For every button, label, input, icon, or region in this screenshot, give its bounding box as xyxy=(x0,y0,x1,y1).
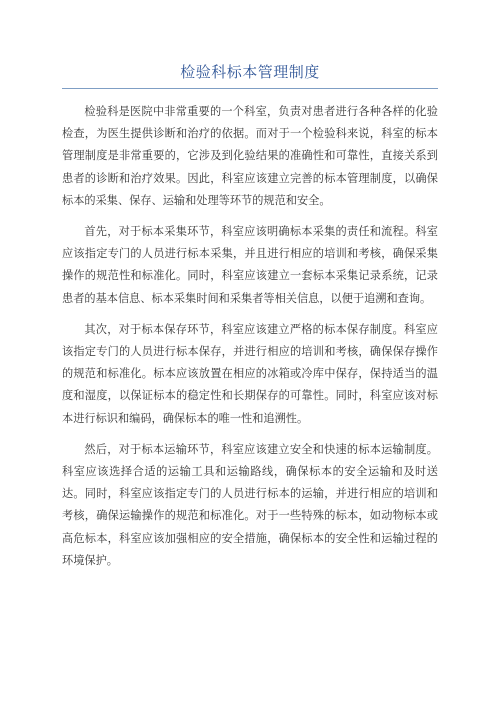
paragraph-collection: 首先，对于标本采集环节，科室应该明确标本采集的责任和流程。科室应该指定专门的人员进行标本采集，并且进行相应的培训和考核，确保采集操作的规范性和标准化。同时，科室应该建立一套标本采集记录系统，记录患者的基本信息、标本采集时间和采集者等相关信息，以便于追溯和查询。 xyxy=(62,225,438,305)
paragraph-intro: 检验科是医院中非常重要的一个科室，负责对患者进行各种各样的化验检查，为医生提供诊断和治疗的依据。而对于一个检验科来说，科室的标本管理制度是非常重要的，它涉及到化验结果的准确性和可靠性，直接关系到患者的诊断和治疗效果。因此，科室应该建立完善的标本管理制度，以确保标本的采集、保存、运输和处理等环节的规范和安全。 xyxy=(62,105,438,207)
title-block xyxy=(62,62,438,89)
paragraph-transport: 然后，对于标本运输环节，科室应该建立安全和快速的标本运输制度。科室应该选择合适的运输工具和运输路线，确保标本的安全运输和及时送达。同时，科室应该指定专门的人员进行标本的运输，并进行相应的培训和考核，确保运输操作的规范和标准化。对于一些特殊的标本，如动物标本或高危标本，科室应该加强相应的安全措施，确保标本的安全性和运输过程的环境保护。 xyxy=(62,442,438,567)
page-title: 检验科标本管理制度 xyxy=(180,63,320,81)
document-body xyxy=(62,101,438,572)
paragraph-storage: 其次，对于标本保存环节，科室应该建立严格的标本保存制度。科室应该指定专门的人员进行标本保存，并进行相应的培训和考核，确保保存操作的规范和标准化。标本应该放置在相应的冰箱或冷库中保存，保持适当的温度和湿度，以保证标本的稳定性和长期保存的可靠性。同时，科室应该对标本进行标识和编码，确保标本的唯一性和追溯性。 xyxy=(62,322,438,425)
